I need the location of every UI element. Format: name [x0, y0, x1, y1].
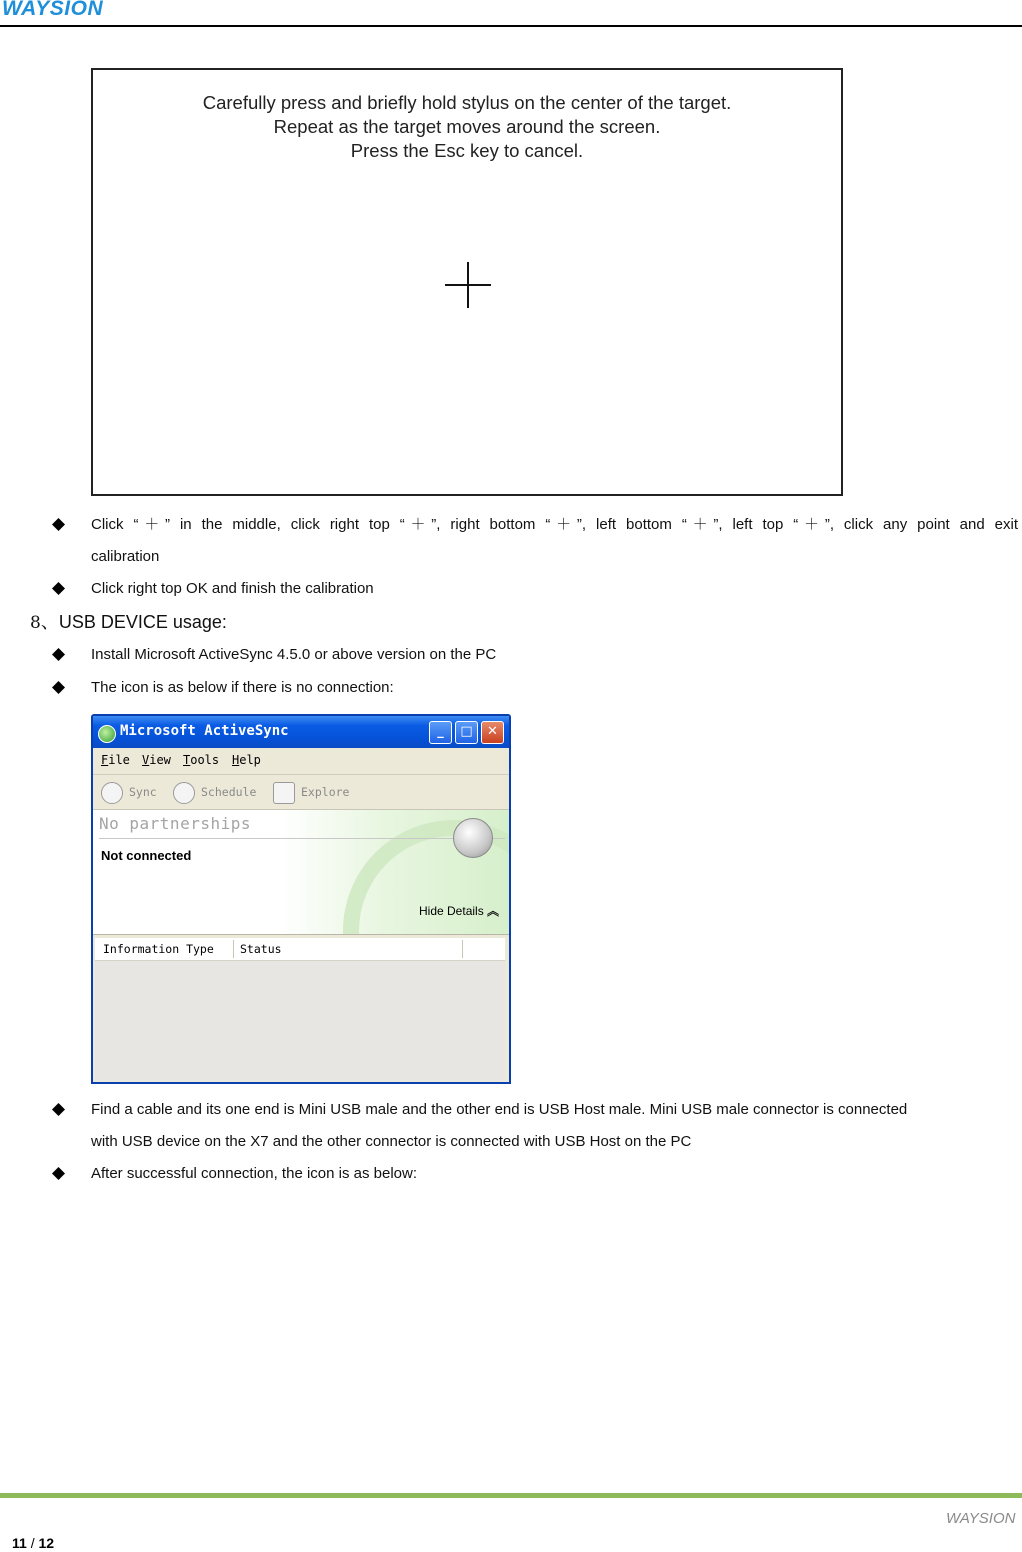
details-list-header	[95, 938, 505, 961]
title-bar[interactable]	[93, 716, 509, 748]
diamond-bullet-icon	[52, 518, 65, 531]
crosshair-target-icon-vertical	[467, 262, 469, 308]
calibration-instruction-3: Press the Esc key to cancel.	[350, 140, 584, 161]
explore-button[interactable]: Explore	[273, 781, 349, 803]
calibration-instruction-1: Carefully press and briefly hold stylus on the center of the target.	[202, 92, 732, 113]
connected-icon-note: After successful connection, the icon is as below:	[91, 1165, 418, 1182]
column-status[interactable]: Status	[240, 942, 282, 956]
toolbar	[93, 775, 509, 810]
details-list[interactable]	[95, 961, 505, 1081]
calibration-instruction-2: Repeat as the target moves around the screen.	[273, 116, 661, 137]
close-button[interactable]: ✕	[481, 721, 504, 744]
footer-divider	[0, 1493, 1022, 1498]
calibration-step-2: Click right top OK and finish the calibration	[91, 580, 374, 597]
panel-divider	[99, 838, 505, 839]
diamond-bullet-icon	[52, 582, 65, 595]
hide-details-link[interactable]: Hide Details ︽	[419, 904, 500, 918]
calibration-step-1-line2: calibration	[91, 548, 160, 565]
usb-step-install: Install Microsoft ActiveSync 4.5.0 or above version on the PC	[91, 646, 497, 663]
activesync-app-icon	[98, 725, 116, 743]
calibration-step-1-line1: Click “＋” in the middle, click right top “＋”, right bottom “＋”, left bottom “＋”, left top “＋”, click any point and exit	[91, 516, 1018, 533]
connection-step-line2: with USB device on the X7 and the other connector is connected with USB Host on the PC	[91, 1133, 692, 1150]
status-panel	[93, 810, 509, 935]
connection-status: Not connected	[101, 848, 192, 863]
header-divider	[0, 25, 1022, 27]
magnifier-icon	[273, 782, 295, 804]
diamond-bullet-icon	[52, 1167, 65, 1180]
sync-button[interactable]: Sync	[101, 781, 157, 803]
clock-icon	[173, 782, 195, 804]
column-information-type[interactable]: Information Type	[103, 942, 214, 956]
calibration-screenshot	[91, 68, 843, 496]
diamond-bullet-icon	[52, 1103, 65, 1116]
page-number: 11 / 12	[12, 1535, 55, 1551]
sync-icon	[101, 782, 123, 804]
window-title: Microsoft ActiveSync	[120, 723, 289, 739]
sync-status-icon	[453, 818, 493, 858]
usb-step-no-connection: The icon is as below if there is no connection:	[91, 679, 394, 696]
connection-step-line1: Find a cable and its one end is Mini USB male and the other end is USB Host male. Mini USB male connector is connected	[91, 1101, 908, 1118]
maximize-button[interactable]: □	[455, 721, 478, 744]
schedule-button[interactable]: Schedule	[173, 781, 256, 803]
column-separator[interactable]	[233, 940, 234, 958]
menu-file[interactable]: File	[101, 753, 130, 767]
section-heading	[30, 608, 227, 634]
section-separator: 、	[40, 612, 59, 632]
menu-view[interactable]: View	[142, 753, 171, 767]
menu-help[interactable]: Help	[232, 753, 261, 767]
minimize-button[interactable]: _	[429, 721, 452, 744]
menu-bar	[93, 748, 509, 775]
section-number: 8	[30, 613, 41, 633]
section-title: USB DEVICE usage:	[58, 612, 227, 632]
header-brand: WAYSION	[2, 0, 104, 20]
menu-tools[interactable]: Tools	[183, 753, 220, 767]
partnership-status: No partnerships	[99, 814, 251, 833]
diamond-bullet-icon	[52, 648, 65, 661]
chevron-up-icon: ︽	[487, 904, 500, 918]
footer-brand: WAYSION	[946, 1510, 1016, 1527]
activesync-window	[91, 714, 511, 1084]
diamond-bullet-icon	[52, 681, 65, 694]
column-separator[interactable]	[462, 940, 463, 958]
